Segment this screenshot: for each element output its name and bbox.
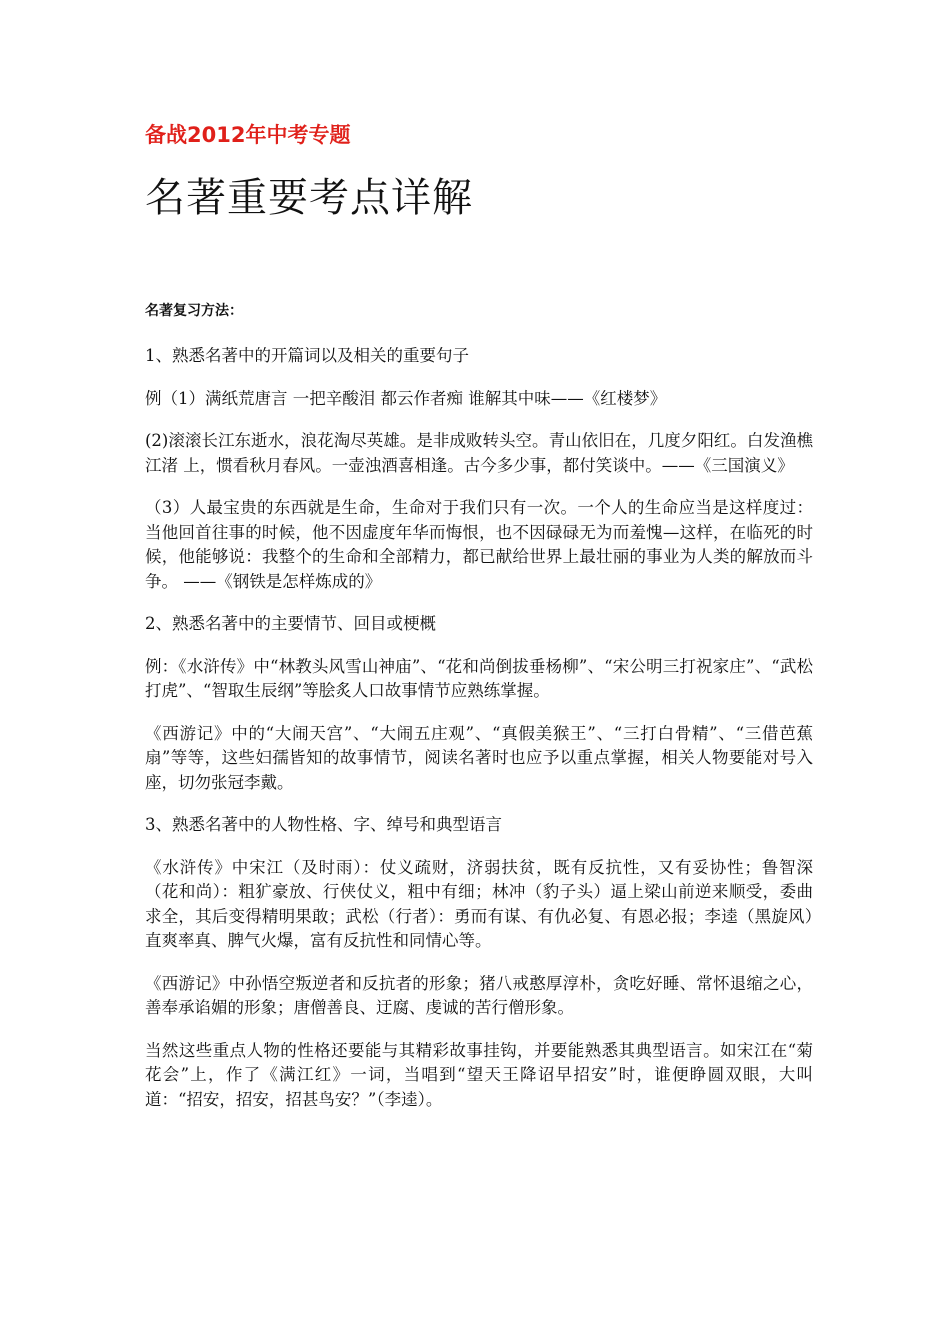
paragraph-shuihu-plots: 例：《水浒传》中“林教头风雪山神庙”、“花和尚倒拔垂杨柳”、“宋公明三打祝家庄”、“武松打虎”、“智取生辰纲”等脍炙人口故事情节应熟练掌握。 <box>145 656 813 700</box>
paragraph-method-1: 1、熟悉名著中的开篇词以及相关的重要句子 <box>145 346 469 365</box>
document-content <box>145 120 813 1112</box>
paragraph-xiyou-plots: 《西游记》中的“大闹天宫”、“大闹五庄观”、“真假美猴王”、“三打白骨精”、“三借芭蕉扇”等等，这些妇孺皆知的故事情节，阅读名著时也应予以重点掌握，相关人物要能对号入座，切勿张冠李戴。 <box>145 723 813 792</box>
section-heading: 名著复习方法： <box>145 303 243 319</box>
paragraph-example-3: （3）人最宝贵的东西就是生命，生命对于我们只有一次。一个人的生命应当是这样度过：当他回首往事的时候，他不因虚度年华而悔恨，也不因碌碌无为而羞愧—这样，在临死的时候，他能够说：我整个的生命和全部精力，都已献给世界上最壮丽的事业为人类的解放而斗争。 ——《钢铁是怎样炼成的》 <box>145 498 813 591</box>
paragraph-method-2: 2、熟悉名著中的主要情节、回目或梗概 <box>145 614 436 633</box>
paragraph-xiyou-characters: 《西游记》中孙悟空叛逆者和反抗者的形象；猪八戒憨厚淳朴，贪吃好睡、常怀退缩之心，善奉承谄媚的形象；唐僧善良、迂腐、虔诚的苦行僧形象。 <box>145 973 813 1017</box>
topic-title: 备战2012年中考专题 <box>145 123 351 147</box>
page-title: 名著重要考点详解 <box>145 175 473 221</box>
paragraph-shuihu-characters: 《水浒传》中宋江（及时雨）：仗义疏财，济弱扶贫，既有反抗性，又有妥协性；鲁智深（花和尚）：粗犷豪放、行侠仗义，粗中有细；林冲（豹子头）逼上梁山前逆来顺受，委曲求全，其后变得精明果敢；武松（行者）：勇而有谋、有仇必复、有恩必报；李逵（黑旋风）直爽率真、脾气火爆，富有反抗性和同情心等。 <box>145 857 813 950</box>
paragraph-example-2: (2)滚滚长江东逝水，浪花淘尽英雄。是非成败转头空。青山依旧在，几度夕阳红。白发渔樵江渚 上，惯看秋月春风。一壶浊酒喜相逢。古今多少事，都付笑谈中。——《三国演义》 <box>145 431 813 475</box>
paragraph-typical-language: 当然这些重点人物的性格还要能与其精彩故事挂钩，并要能熟悉其典型语言。如宋江在“菊花会”上，作了《满江红》一词，当唱到“望天王降诏早招安”时，谁便睁圆双眼，大叫道：“招安，招安，招甚鸟安？”（李逵）。 <box>145 1040 813 1109</box>
paragraph-method-3: 3、熟悉名著中的人物性格、字、绰号和典型语言 <box>145 815 502 834</box>
paragraph-example-1: 例（1）满纸荒唐言 一把辛酸泪 都云作者痴 谁解其中味——《红楼梦》 <box>145 388 667 408</box>
